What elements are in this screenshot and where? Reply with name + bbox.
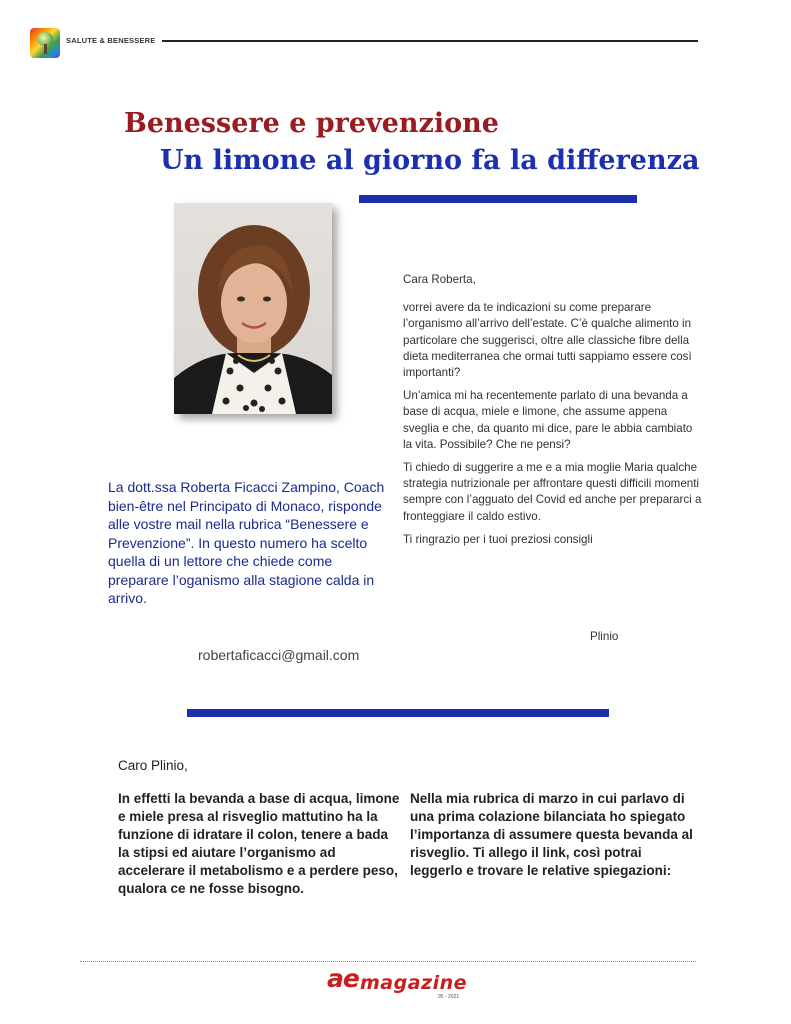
letter-greeting: Cara Roberta,: [403, 273, 476, 286]
portrait-illustration: [174, 203, 332, 414]
header-divider: [162, 40, 698, 42]
tree-logo-icon: [30, 28, 60, 58]
reply-column-left: In effetti la bevanda a base di acqua, limone e miele presa al risveglio mattutino ha la funzione di idratare il colon, tenere a bada la stipsi ed aiutare l’organismo ad accelerare il metabolismo e a perdere peso, qualora ce ne fosse bisogno.: [118, 791, 400, 896]
letter-paragraph: vorrei avere da te indicazioni su come preparare l’organismo all’arrivo dell’estate. C’è qualche alimento in particolare che suggerisci, oltre alle classiche fibre della dieta mediterranea che ormai tutti sappiamo essere così importanti?: [403, 301, 692, 380]
footer-divider: [80, 961, 696, 962]
footer-brand-ae: ae: [327, 964, 359, 993]
letter-paragraph: Ti ringrazio per i tuoi preziosi consigli: [403, 532, 593, 546]
reply-greeting: Caro Plinio,: [118, 758, 188, 773]
letter-paragraph: Ti chiedo di suggerire a me e a mia moglie Maria qualche strategia nutrizionale per affrontare questi difficili momenti sempre con l’agguato del Covid ed anche per prepararci a fronteggiare il caldo estivo.: [403, 461, 702, 523]
reply-column-right: Nella mia rubrica di marzo in cui parlavo di una prima colazione bilanciata ho spiegato l’importanza di assumere questa bevanda al risveglio. Ti allego il link, così potrai leggerlo e trovare le relative spiegazioni:: [410, 791, 693, 878]
section-label: SALUTE & BENESSERE: [66, 36, 156, 45]
letter-paragraph: Un’amica mi ha recentemente parlato di una bevanda a base di acqua, miele e limone, che assume appena sveglia e che, da quanto mi dice, pare le abbia cambiato la vita. Possibile? Che ne pensi?: [403, 389, 693, 451]
footer-brand-magazine: magazine: [360, 972, 468, 994]
author-email-link[interactable]: robertaficacci@gmail.com: [198, 647, 360, 663]
article-kicker-title: Benessere e prevenzione: [124, 108, 499, 139]
section-divider: [187, 709, 609, 717]
author-bio: La dott.ssa Roberta Ficacci Zampino, Coach bien-être nel Principato di Monaco, risponde alle vostre mail nella rubrica “Benessere e Prevenzione”. In questo numero ha scelto quella di un lettore che chiede come preparare l’oganismo alla stagione calda in arrivo.: [108, 479, 385, 606]
title-divider: [359, 195, 637, 203]
article-main-title: Un limone al giorno fa la differenza: [160, 145, 700, 176]
author-portrait: [174, 203, 332, 414]
reader-letter: [403, 272, 703, 555]
letter-signature: Plinio: [590, 630, 619, 643]
footer-issue-number: 95 - 2021: [438, 994, 460, 1000]
